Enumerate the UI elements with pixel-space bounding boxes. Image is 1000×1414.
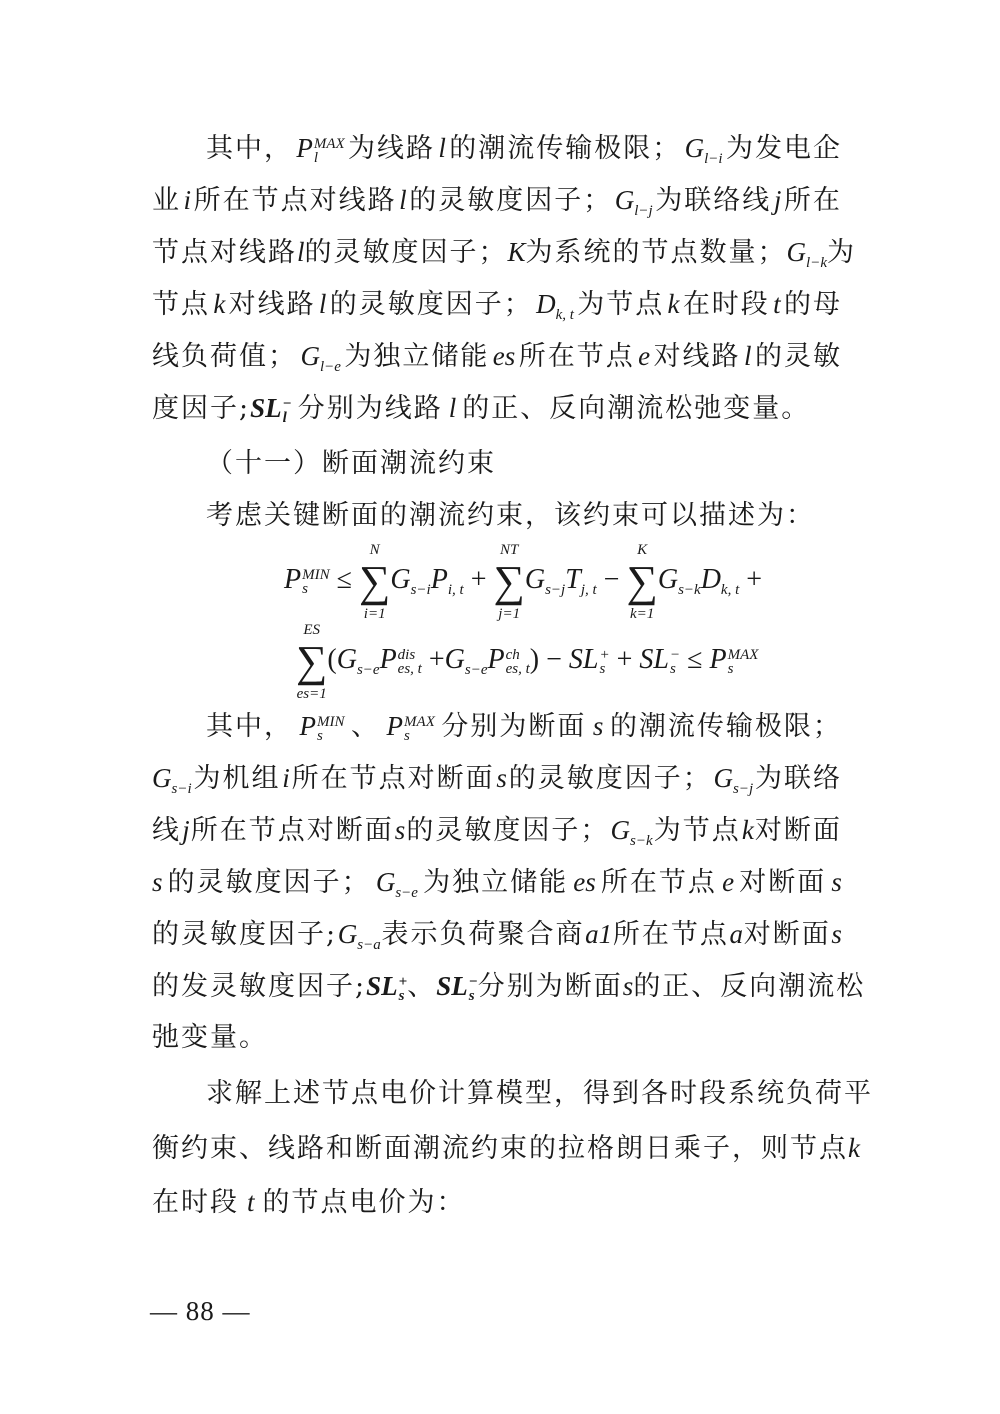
math-var: k (667, 289, 680, 319)
math-g: $G_{l-e}$ (300, 341, 341, 375)
eq-leq: ≤ (336, 563, 352, 595)
math-g: $G_{s-k}$ (610, 815, 653, 849)
eq-lhs: P (284, 563, 302, 595)
math-var: e (722, 867, 735, 897)
math-var: s (622, 971, 634, 1001)
math-var: s (831, 919, 842, 949)
text: 、 (407, 971, 437, 1002)
para2-line2 (152, 758, 842, 798)
para1-line6 (152, 388, 842, 428)
math-var: l (744, 341, 752, 371)
text: 分别为断面 (441, 711, 587, 742)
math-sl: SL − l (250, 393, 292, 426)
text: 对线路 (653, 341, 741, 372)
text: 对断面 (739, 867, 827, 898)
text: 的灵敏 (754, 341, 842, 372)
math-g: $G_{l-j}$ (614, 185, 653, 219)
text: 、 (351, 711, 381, 742)
math-var: a (729, 919, 744, 949)
text: 为 (826, 237, 856, 268)
text: 为独立储能 (423, 867, 569, 898)
text: 线负荷值； (152, 341, 297, 372)
para1-line1 (206, 128, 842, 168)
text: 的灵敏度因子； (329, 289, 533, 320)
para2-line5 (152, 914, 842, 954)
intro-text: 考虑关键断面的潮流约束，该约束可以描述为： (206, 500, 815, 531)
math-g: $G_{s-e}$ (375, 867, 418, 901)
math-var: j (182, 815, 190, 845)
section-heading (206, 444, 842, 484)
text: 节点 (152, 289, 210, 320)
para1-line4 (152, 284, 842, 324)
math-var: l (297, 237, 305, 267)
math-sl-plus: SL + s (366, 971, 408, 1004)
text: 分别为线路 (297, 393, 443, 424)
math-var: s (152, 867, 163, 897)
text: 所在节点 (612, 919, 729, 950)
math-g: $G_{s-j}$ (713, 763, 754, 797)
math-var: k (213, 289, 226, 319)
text: 的正、反向潮流松 (633, 971, 866, 1002)
para2-line4 (152, 862, 842, 902)
math-var: l (318, 289, 327, 319)
math-var: i (183, 185, 192, 215)
text: 为联络 (755, 763, 842, 794)
text: 的灵敏度因子； (409, 185, 613, 216)
text: 在时段 (682, 289, 770, 320)
text: 弛变量。 (152, 1022, 268, 1053)
para2-line6 (152, 966, 866, 1006)
heading-text: （十一）断面潮流约束 (206, 448, 496, 479)
text: 对断面 (743, 919, 831, 950)
para2-line7 (152, 1018, 842, 1058)
sum-symbol: ∑ ES es=1 (296, 622, 328, 702)
text: 的灵敏度因子； (406, 815, 610, 846)
text: 所在节点对断面 (291, 763, 495, 794)
math-var: s (394, 815, 406, 845)
math-var: j (773, 185, 782, 215)
math-sl-minus: SL − s (436, 971, 478, 1004)
text: 为联络线 (655, 185, 772, 216)
para1-line5 (152, 336, 842, 376)
text: 衡约束、线路和断面潮流约束的拉格朗日乘子，则节点 (152, 1133, 848, 1164)
para3-line2 (152, 1128, 860, 1168)
para2-line1 (206, 706, 842, 746)
math-var: es (573, 867, 596, 897)
math-var: i (282, 763, 290, 793)
math-g: $G_{s-a}$ (337, 919, 381, 953)
text: 为发电企 (725, 133, 842, 164)
sum-symbol: ∑ NT j=1 (493, 542, 525, 622)
text: 的发灵敏度因子; (152, 971, 367, 1002)
text: 的母 (783, 289, 842, 320)
text: 在时段 (152, 1187, 239, 1218)
math-g: $G_{l-k}$ (786, 237, 827, 271)
math-g: $G_{l-i}$ (684, 133, 723, 167)
text: 的灵敏度因子； (304, 237, 508, 268)
text: 的灵敏度因子; (152, 919, 338, 950)
math-var: l (399, 185, 407, 215)
math-d: $D_{k, t}$ (536, 289, 574, 323)
text: 对断面 (754, 815, 842, 846)
text: 为机组 (193, 763, 281, 794)
text: 表示负荷聚合商 (381, 919, 585, 950)
text: 为节点 (577, 289, 665, 320)
para1-line2 (152, 180, 842, 220)
math-var: t (247, 1187, 255, 1217)
text: 线 (152, 815, 181, 846)
para1-line3 (152, 232, 856, 272)
text: 为独立储能 (344, 341, 490, 372)
text: 其中， (206, 133, 293, 164)
math-p-max: P MAX s (386, 711, 435, 744)
math-var: es (492, 341, 516, 371)
equation-row1: P MIN s ≤ ∑ N i=1 $G_{s-i}P_{i, t}$ + ∑ NT j=1 $G_{s-j}T_{j, t}$ − ∑ K k=1 $G_{s-k}D_{k, t}$ + (284, 542, 763, 622)
text: 的灵敏度因子； (508, 763, 712, 794)
text: 所在 (783, 185, 842, 216)
math-var: K (507, 237, 526, 267)
sum-symbol: ∑ N i=1 (358, 542, 391, 622)
math-var: l (448, 393, 457, 423)
page-number: — 88 — (150, 1296, 251, 1326)
text: 的潮流传输极限； (609, 711, 842, 742)
math-var: t (773, 289, 781, 319)
math-var: s (592, 711, 604, 741)
math-var: s (831, 867, 842, 897)
math-p-max-l: P MAX l (296, 133, 345, 166)
text: 为线路 (348, 133, 436, 164)
text: 度因子; (152, 393, 251, 424)
text: 节点对线路 (152, 237, 297, 268)
para3-line3 (152, 1182, 842, 1222)
text: 为节点 (653, 815, 741, 846)
text: 分别为断面 (477, 971, 623, 1002)
math-var: k (848, 1133, 860, 1163)
sum-symbol: ∑ K k=1 (626, 542, 658, 622)
math-var: s (496, 763, 507, 793)
text: 为系统的节点数量； (525, 237, 787, 268)
text: 其中， (206, 711, 293, 742)
text: 所在节点 (600, 867, 717, 898)
text: 所在节点对线路 (193, 185, 397, 216)
text: 的潮流传输极限； (449, 133, 682, 164)
math-var: e (638, 341, 651, 371)
text: 求解上述节点电价计算模型，得到各时段系统负荷平 (206, 1078, 873, 1109)
text: 对线路 (228, 289, 316, 320)
para3-line1 (206, 1074, 873, 1114)
text: 的灵敏度因子； (167, 867, 371, 898)
text: 的正、反向潮流松弛变量。 (462, 393, 811, 424)
math-p-min: P MIN s (299, 711, 345, 744)
text: 的节点电价为： (262, 1187, 466, 1218)
intro-line (206, 496, 842, 536)
math-var: a1 (585, 919, 613, 949)
text: 业 (152, 185, 181, 216)
math-var: l (438, 133, 446, 163)
text: 所在节点对断面 (190, 815, 394, 846)
equation-row2: ∑ ES es=1 ($G_{s-e}P$ dis es, t $+G_{s-e}P$ ch es, t ) − SL + s + SL − s ≤ P MAX s (296, 622, 759, 702)
math-g: $G_{s-i}$ (152, 763, 192, 797)
text: 所在节点 (518, 341, 635, 372)
math-var: k (741, 815, 754, 845)
para2-line3 (152, 810, 842, 850)
